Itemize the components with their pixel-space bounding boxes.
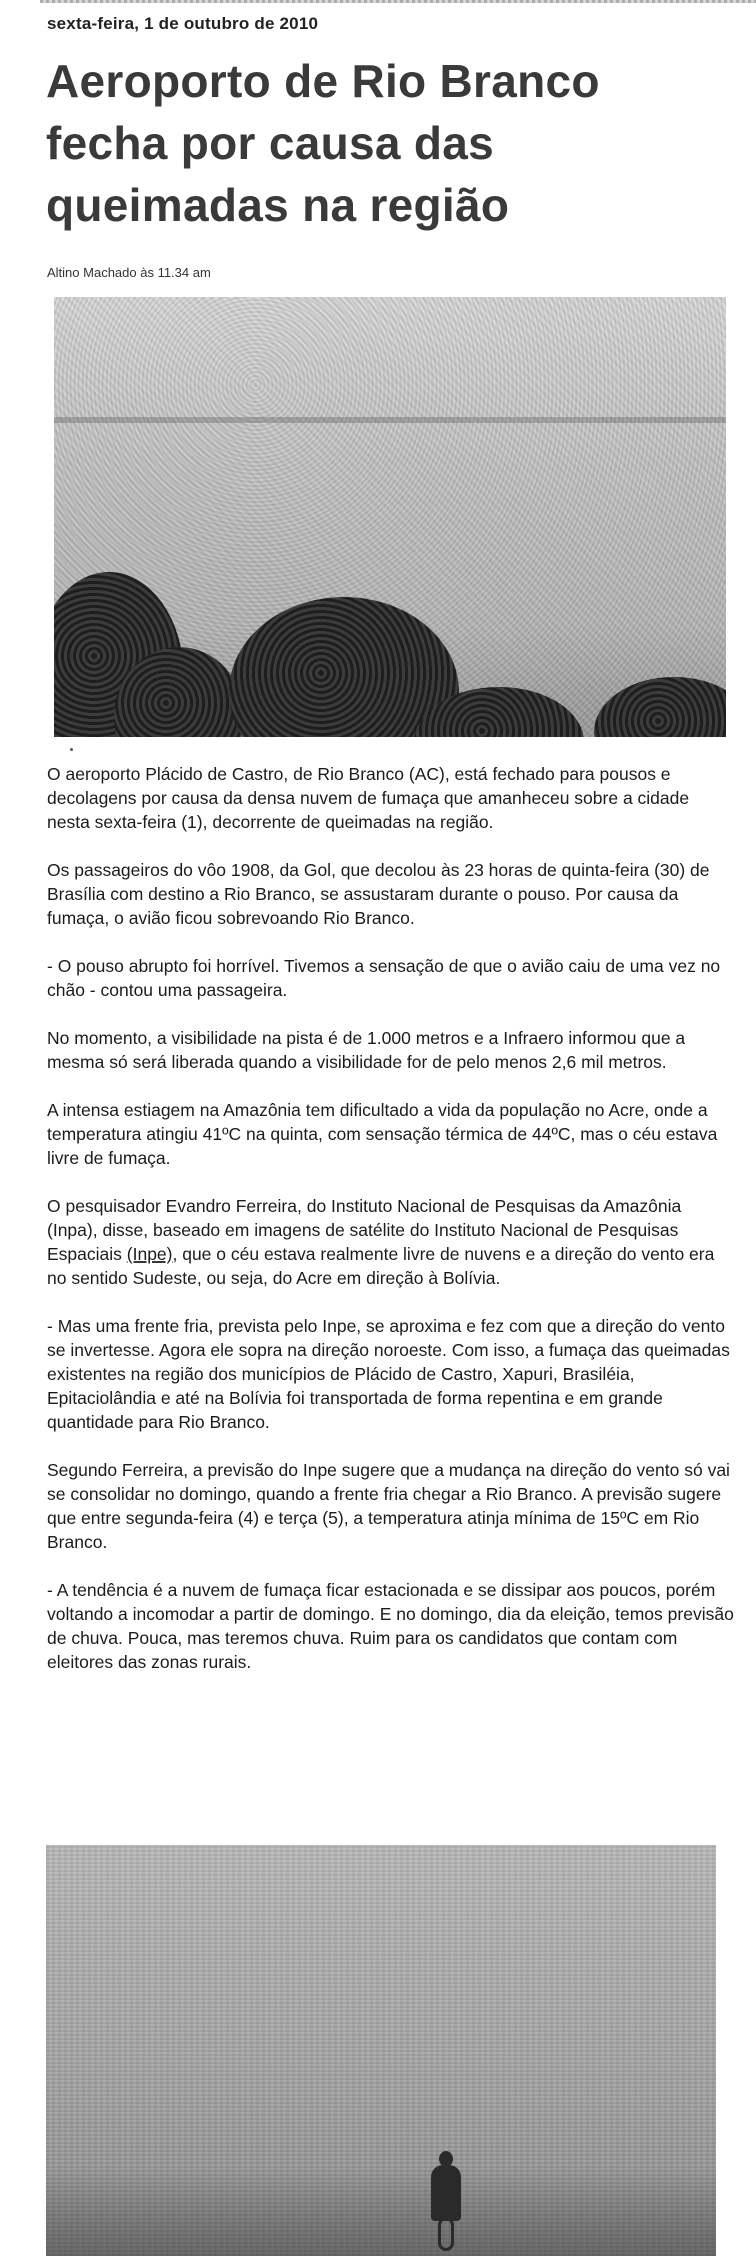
- paragraph-3: - O pouso abrupto foi horrível. Tivemos a sensação de que o avião caiu de uma vez no chão - contou uma passageira.: [47, 956, 721, 1000]
- bicycle-wheel: [438, 2217, 454, 2251]
- tree-far-right: [594, 677, 726, 737]
- paragraph-5: A intensa estiagem na Amazônia tem dificultado a vida da população no Acre, onde a temperatura atingiu 41ºC na quinta, com sensação térmica de 44ºC, mas o céu estava livre de fumaça.: [47, 1100, 718, 1168]
- article-body: [47, 762, 735, 1698]
- article-date: sexta-feira, 1 de outubro de 2010: [47, 14, 319, 33]
- scan-speck: [70, 748, 73, 751]
- cyclist-body: [431, 2165, 461, 2221]
- paragraph-7: - Mas uma frente fria, prevista pelo Inpe, se aproxima e fez com que a direção do vento se invertesse. Agora ele sopra na direção noroeste. Com isso, a fumaça das queimadas existentes na região dos municípios de Plácido de Castro, Xapuri, Brasiléia, Epitaciolândia e até na Bolívia foi transportada de forma repentina e em grande quantidade para Rio Branco.: [47, 1316, 730, 1432]
- paragraph-8: Segundo Ferreira, a previsão do Inpe sugere que a mudança na direção do vento só vai se consolidar no domingo, quando a frente fria chegar a Rio Branco. A previsão sugere que entre segunda-feira (4) e terça (5), a temperatura atinja mínima de 15ºC em Rio Branco.: [47, 1460, 730, 1552]
- article-byline: Altino Machado às 11.34 am: [47, 265, 211, 280]
- paragraph-9: - A tendência é a nuvem de fumaça ficar estacionada e se dissipar aos poucos, porém voltando a incomodar a partir de domingo. E no domingo, dia da eleição, temos previsão de chuva. Pouca, mas teremos chuva. Ruim para os candidatos que contam com eleitores das zonas rurais.: [47, 1580, 734, 1672]
- paragraph-6-text-before: O pesquisador Evandro Ferreira, do Instituto Nacional de Pesquisas da Amazônia (Inpa), disse, baseado em imagens de satélite do Instituto Nacional de Pesquisas Espaciais: [47, 1196, 682, 1264]
- paragraph-4: No momento, a visibilidade na pista é de 1.000 metros e a Infraero informou que a mesma só será liberada quando a visibilidade for de pelo menos 2,6 mil metros.: [47, 1028, 686, 1072]
- paragraph-6-text-after: , que o céu estava realmente livre de nuvens e a direção do vento era no sentido Sudeste, ou seja, do Acre em direção à Bolívia.: [47, 1244, 715, 1288]
- road-ground: [46, 2166, 716, 2256]
- smoke-layer: [54, 417, 726, 423]
- inpe-marked-text: (Inpe): [126, 1244, 173, 1264]
- article-headline: Aeroporto de Rio Branco fecha por causa das queimadas na região: [46, 55, 600, 231]
- paragraph-6: [47, 1194, 735, 1290]
- cyclist-in-smoke-photo: [46, 1845, 716, 2256]
- paragraph-1: O aeroporto Plácido de Castro, de Rio Branco (AC), está fechado para pousos e decolagens por causa da densa nuvem de fumaça que amanheceu sobre a cidade nesta sexta-feira (1), decorrente de queimadas na região.: [47, 764, 690, 832]
- smoke-haze-photo: [54, 297, 726, 737]
- paragraph-2: Os passageiros do vôo 1908, da Gol, que decolou às 23 horas de quinta-feira (30) de Brasília com destino a Rio Branco, se assustaram durante o pouso. Por causa da fumaça, o avião ficou sobrevoando Rio Branco.: [47, 860, 710, 928]
- scan-edge-line: [40, 0, 756, 3]
